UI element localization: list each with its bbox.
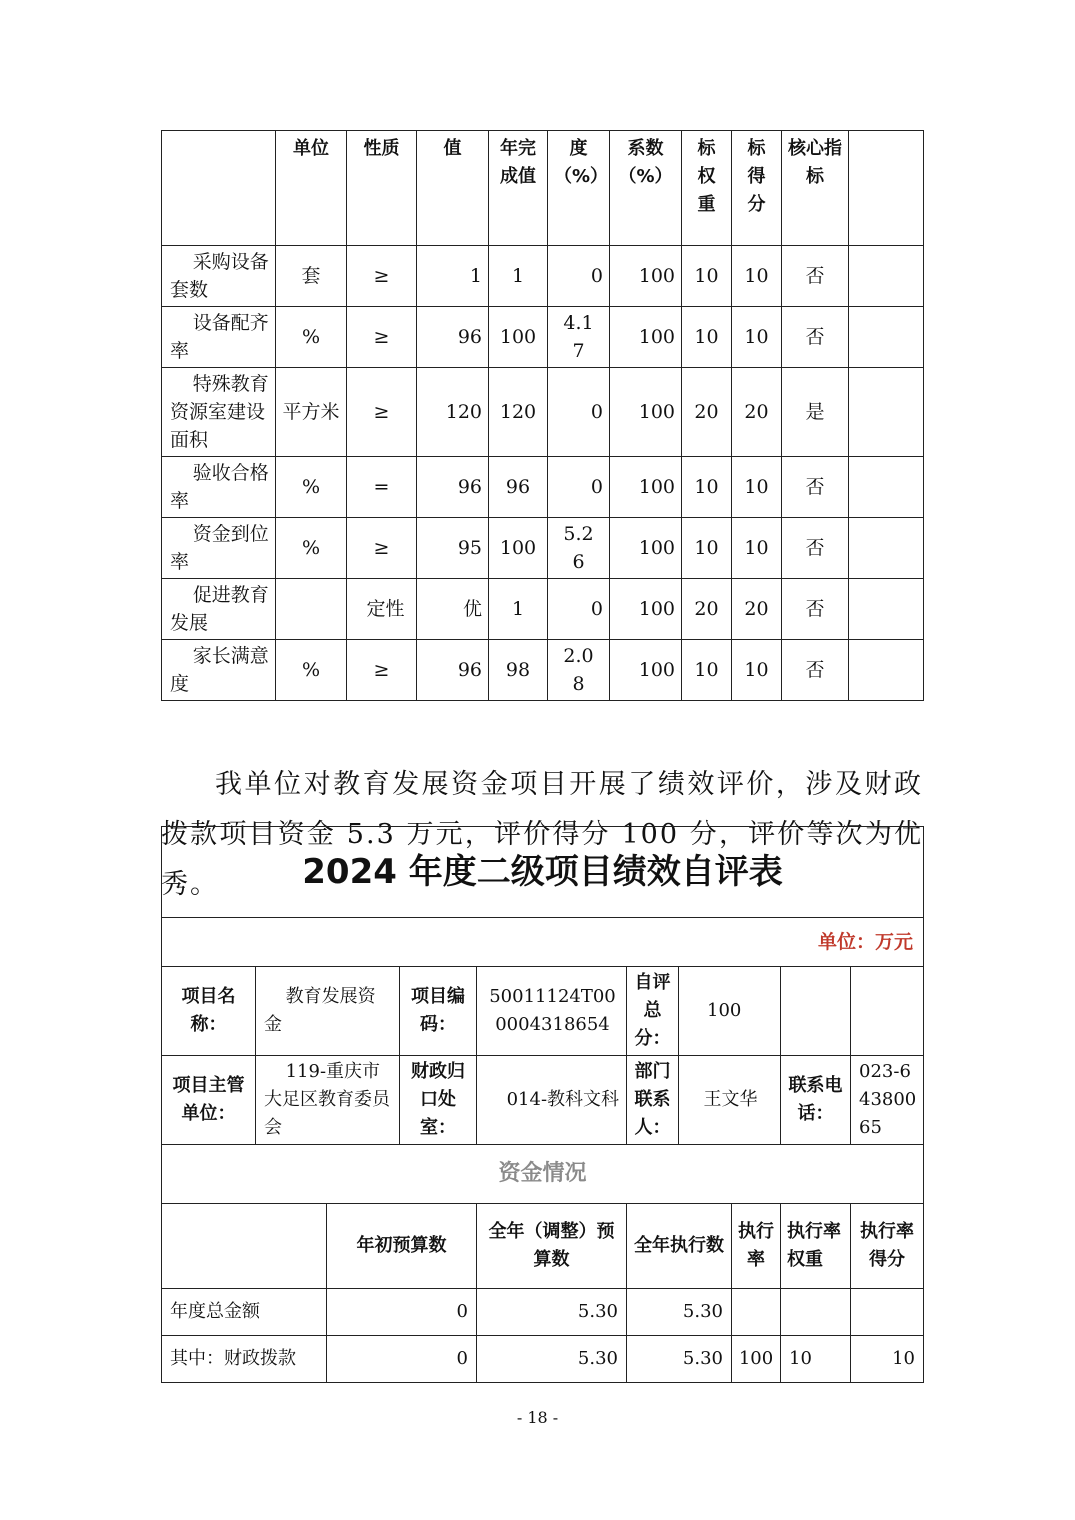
dept-label: 项目主管单位：	[162, 1056, 256, 1145]
indicator-weight: 10	[682, 518, 732, 579]
indicator-score: 10	[732, 640, 782, 701]
contact-label: 部门联系人：	[627, 1056, 679, 1145]
header-cell: 值	[417, 131, 489, 246]
self-score-value: 100	[679, 967, 781, 1056]
indicator-nature: 定性	[347, 579, 417, 640]
table-title-row	[162, 827, 924, 918]
indicator-score: 10	[732, 246, 782, 307]
indicator-core: 否	[782, 246, 849, 307]
indicator-deviation: 0	[548, 579, 610, 640]
indicator-extra	[849, 246, 924, 307]
indicator-score: 10	[732, 307, 782, 368]
indicator-target: 96	[417, 307, 489, 368]
indicator-target: 96	[417, 640, 489, 701]
funds-section-row	[162, 1145, 924, 1204]
funds-weight	[781, 1289, 851, 1336]
funds-initial: 0	[327, 1289, 477, 1336]
funds-row-label: 年度总金额	[162, 1289, 327, 1336]
empty-cell	[781, 967, 851, 1056]
indicator-coef: 100	[610, 518, 682, 579]
indicator-target: 优	[417, 579, 489, 640]
indicator-score: 20	[732, 368, 782, 457]
indicator-name: 特殊教育资源室建设面积	[162, 368, 276, 457]
indicator-coef: 100	[610, 457, 682, 518]
funds-executed: 5.30	[627, 1289, 732, 1336]
indicator-nature: ≥	[347, 246, 417, 307]
header-cell: 度（%）	[548, 131, 610, 246]
indicator-weight: 20	[682, 579, 732, 640]
finance-office-value: 014-教科文科	[477, 1056, 627, 1145]
funds-header-cell: 全年（调整）预算数	[477, 1204, 627, 1289]
indicator-header-row	[162, 131, 924, 246]
self-score-label: 自评总分：	[627, 967, 679, 1056]
funds-executed: 5.30	[627, 1336, 732, 1383]
indicator-deviation: 2.08	[548, 640, 610, 701]
header-cell: 标得分	[732, 131, 782, 246]
indicator-nature: ≥	[347, 518, 417, 579]
indicator-weight: 20	[682, 368, 732, 457]
funds-header-cell: 年初预算数	[327, 1204, 477, 1289]
header-cell	[849, 131, 924, 246]
indicator-actual: 100	[489, 518, 548, 579]
project-code-label: 项目编码：	[400, 967, 477, 1056]
project-name-label: 项目名称：	[162, 967, 256, 1056]
project-name-value: 教育发展资金	[256, 967, 400, 1056]
phone-value: 023-64380065	[851, 1056, 924, 1145]
funds-score	[851, 1289, 924, 1336]
table-row	[162, 1336, 924, 1383]
funds-score: 10	[851, 1336, 924, 1383]
indicator-weight: 10	[682, 457, 732, 518]
table-title: 2024 年度二级项目绩效自评表	[162, 827, 924, 918]
header-cell: 性质	[347, 131, 417, 246]
indicator-core: 是	[782, 368, 849, 457]
funds-initial: 0	[327, 1336, 477, 1383]
indicator-actual: 100	[489, 307, 548, 368]
indicator-unit: %	[276, 640, 347, 701]
unit-row	[162, 918, 924, 967]
table-row	[162, 307, 924, 368]
empty-cell	[851, 967, 924, 1056]
funds-header-cell: 全年执行数	[627, 1204, 732, 1289]
table-row	[162, 579, 924, 640]
funds-adjusted: 5.30	[477, 1289, 627, 1336]
indicator-deviation: 5.26	[548, 518, 610, 579]
indicator-actual: 1	[489, 579, 548, 640]
page-number: - 18 -	[516, 1408, 559, 1427]
indicator-unit: 套	[276, 246, 347, 307]
header-cell: 核心指标	[782, 131, 849, 246]
funds-rate: 100	[732, 1336, 781, 1383]
indicator-actual: 120	[489, 368, 548, 457]
indicator-coef: 100	[610, 368, 682, 457]
self-evaluation-table	[161, 826, 924, 1383]
phone-label: 联系电话：	[781, 1056, 851, 1145]
indicator-extra	[849, 640, 924, 701]
indicator-name: 设备配齐率	[162, 307, 276, 368]
funds-header-cell: 执行率	[732, 1204, 781, 1289]
project-code-value: 50011124T000004318654	[477, 967, 627, 1056]
indicator-table	[161, 130, 924, 701]
indicator-nature: ≥	[347, 640, 417, 701]
indicator-extra	[849, 457, 924, 518]
unit-label: 单位：万元	[162, 918, 924, 967]
funds-header-cell	[162, 1204, 327, 1289]
indicator-name: 采购设备套数	[162, 246, 276, 307]
indicator-deviation: 4.17	[548, 307, 610, 368]
table-row	[162, 457, 924, 518]
indicator-core: 否	[782, 579, 849, 640]
indicator-extra	[849, 518, 924, 579]
indicator-deviation: 0	[548, 368, 610, 457]
indicator-unit: %	[276, 518, 347, 579]
indicator-actual: 98	[489, 640, 548, 701]
contact-value: 王文华	[679, 1056, 781, 1145]
dept-value: 119-重庆市大足区教育委员会	[256, 1056, 400, 1145]
indicator-extra	[849, 368, 924, 457]
table-row	[162, 518, 924, 579]
indicator-nature: ≥	[347, 307, 417, 368]
indicator-target: 96	[417, 457, 489, 518]
funds-rate	[732, 1289, 781, 1336]
indicator-unit	[276, 579, 347, 640]
indicator-score: 20	[732, 579, 782, 640]
finance-office-label: 财政归口处室：	[400, 1056, 477, 1145]
indicator-target: 120	[417, 368, 489, 457]
indicator-target: 1	[417, 246, 489, 307]
funds-adjusted: 5.30	[477, 1336, 627, 1383]
header-cell	[162, 131, 276, 246]
header-cell: 年完成值	[489, 131, 548, 246]
dept-info-row	[162, 1056, 924, 1145]
funds-header-row	[162, 1204, 924, 1289]
indicator-unit: %	[276, 457, 347, 518]
header-cell: 系数（%）	[610, 131, 682, 246]
indicator-core: 否	[782, 457, 849, 518]
funds-header-cell: 执行率得分	[851, 1204, 924, 1289]
indicator-nature: ≥	[347, 368, 417, 457]
table-row	[162, 640, 924, 701]
indicator-coef: 100	[610, 579, 682, 640]
indicator-name: 家长满意度	[162, 640, 276, 701]
indicator-name: 验收合格率	[162, 457, 276, 518]
indicator-coef: 100	[610, 246, 682, 307]
indicator-name: 促进教育发展	[162, 579, 276, 640]
funds-header-cell: 执行率权重	[781, 1204, 851, 1289]
table-row	[162, 368, 924, 457]
indicator-actual: 1	[489, 246, 548, 307]
header-cell: 单位	[276, 131, 347, 246]
indicator-actual: 96	[489, 457, 548, 518]
header-cell: 标权重	[682, 131, 732, 246]
table-row	[162, 246, 924, 307]
indicator-core: 否	[782, 518, 849, 579]
indicator-score: 10	[732, 518, 782, 579]
indicator-extra	[849, 307, 924, 368]
indicator-deviation: 0	[548, 457, 610, 518]
indicator-extra	[849, 579, 924, 640]
funds-section-title: 资金情况	[162, 1145, 924, 1204]
evaluation-paragraph: 我单位对教育发展资金项目开展了绩效评价，涉及财政拨款项目资金 5.3 万元，评价得分 100 分，评价等次为优秀。	[161, 769, 923, 900]
table-row	[162, 1289, 924, 1336]
indicator-core: 否	[782, 640, 849, 701]
indicator-target: 95	[417, 518, 489, 579]
funds-row-label: 其中：财政拨款	[162, 1336, 327, 1383]
project-info-row	[162, 967, 924, 1056]
indicator-weight: 10	[682, 307, 732, 368]
indicator-score: 10	[732, 457, 782, 518]
indicator-weight: 10	[682, 640, 732, 701]
indicator-unit: %	[276, 307, 347, 368]
indicator-unit: 平方米	[276, 368, 347, 457]
indicator-weight: 10	[682, 246, 732, 307]
funds-weight: 10	[781, 1336, 851, 1383]
indicator-core: 否	[782, 307, 849, 368]
indicator-nature: =	[347, 457, 417, 518]
indicator-coef: 100	[610, 640, 682, 701]
indicator-name: 资金到位率	[162, 518, 276, 579]
indicator-coef: 100	[610, 307, 682, 368]
indicator-deviation: 0	[548, 246, 610, 307]
